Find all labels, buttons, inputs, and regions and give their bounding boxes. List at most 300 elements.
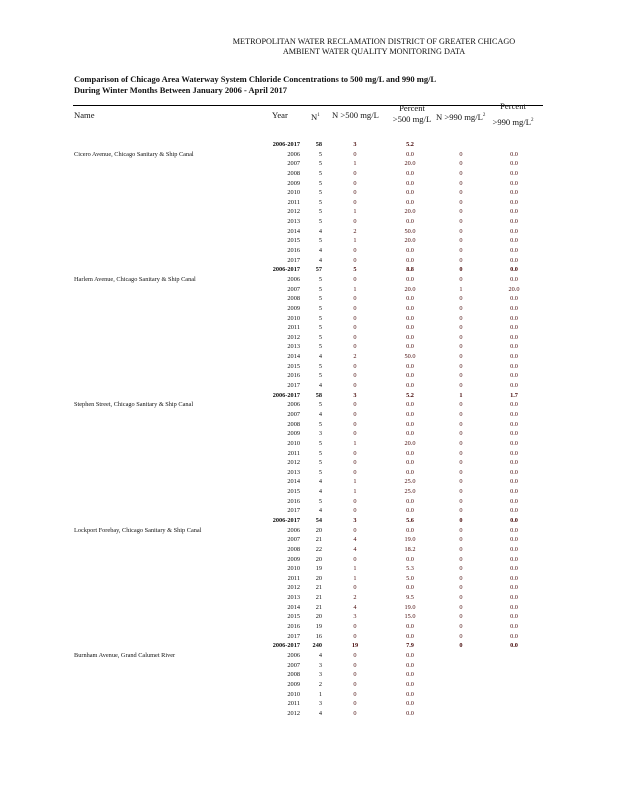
n500-cell: 0 <box>353 218 357 226</box>
pct500-cell: 50.0 <box>404 353 416 361</box>
n500-cell: 3 <box>353 141 357 148</box>
year-cell: 2008 <box>287 420 300 428</box>
site-name: Cicero Avenue, Chicago Sanitary & Ship Canal <box>74 150 194 158</box>
org-line-2: AMBIENT WATER QUALITY MONITORING DATA <box>282 47 466 56</box>
pct500-cell: 0.0 <box>406 324 414 332</box>
n500-cell: 0 <box>353 256 357 264</box>
year-cell: 2011 <box>287 198 300 206</box>
pct500-cell: 20.0 <box>404 160 416 168</box>
n-cell: 5 <box>318 304 322 312</box>
n990-cell: 0 <box>459 459 463 467</box>
n500-cell: 0 <box>353 709 357 717</box>
table-row <box>0 670 618 680</box>
pct500-cell: 0.0 <box>406 623 414 631</box>
n-cell: 21 <box>315 594 322 602</box>
pct990-cell: 0.0 <box>510 333 518 341</box>
table-row <box>0 564 618 574</box>
n-cell: 5 <box>318 169 322 177</box>
pct990-cell: 0.0 <box>510 247 518 255</box>
table-row <box>0 352 618 362</box>
year-cell: 2017 <box>287 382 300 390</box>
n-cell: 5 <box>318 237 322 245</box>
n-cell: 58 <box>315 391 322 399</box>
pct990-cell: 0.0 <box>510 459 518 467</box>
year-cell: 2009 <box>287 304 300 312</box>
n500-cell: 0 <box>353 459 357 467</box>
n-cell: 5 <box>318 189 322 197</box>
table-row <box>0 323 618 333</box>
table-row <box>0 487 618 497</box>
n500-cell: 0 <box>353 401 357 409</box>
n990-footnote: 2 <box>482 113 486 118</box>
n-cell: 3 <box>318 671 322 679</box>
pct990-cell: 0.0 <box>510 343 518 351</box>
year-cell: 2010 <box>287 439 300 447</box>
n-cell: 57 <box>315 266 322 274</box>
year-cell: 2006 <box>287 651 300 659</box>
year-cell: 2011 <box>287 700 300 708</box>
n990-cell: 0 <box>459 179 463 187</box>
data-table <box>0 140 618 718</box>
pct500-cell: 0.0 <box>406 295 414 303</box>
col-header-name: Name <box>74 110 95 120</box>
pct990-cell: 0.0 <box>510 420 518 428</box>
pct990-cell: 0.0 <box>510 256 518 264</box>
n990-cell: 0 <box>459 430 463 438</box>
n-cell: 4 <box>318 382 322 390</box>
table-row <box>0 207 618 217</box>
n500-cell: 1 <box>353 478 357 486</box>
table-row <box>0 304 618 314</box>
pct500-cell: 15.0 <box>404 613 416 621</box>
year-cell: 2013 <box>287 594 300 602</box>
pct990-cell: 0.0 <box>510 565 518 573</box>
site-name: Burnham Avenue, Grand Calumet River <box>74 651 176 659</box>
n500-cell: 5 <box>353 266 357 274</box>
pct990-cell: 0.0 <box>510 526 518 534</box>
n-cell: 5 <box>318 295 322 303</box>
table-row <box>0 690 618 700</box>
pct990-cell: 0.0 <box>510 488 518 496</box>
pct990-cell: 0.0 <box>510 198 518 206</box>
n500-cell: 0 <box>353 304 357 312</box>
n990-cell: 0 <box>459 198 463 206</box>
n-cell: 4 <box>318 353 322 361</box>
n-cell: 5 <box>318 198 322 206</box>
pct990-cell: 0.0 <box>510 275 518 283</box>
pct500-cell: 25.0 <box>404 478 416 486</box>
n990-cell: 0 <box>459 420 463 428</box>
n500-cell: 1 <box>353 574 357 582</box>
n-cell: 5 <box>318 449 322 457</box>
pct990-cell: 0.0 <box>510 478 518 486</box>
pct500-cell: 0.0 <box>406 179 414 187</box>
pct990-cell: 0.0 <box>510 179 518 187</box>
n-cell: 22 <box>315 545 322 553</box>
table-row <box>0 314 618 324</box>
year-cell: 2010 <box>287 690 300 698</box>
n990-cell: 0 <box>459 497 463 505</box>
pct500-cell: 0.0 <box>406 169 414 177</box>
pct990-cell: 0.0 <box>510 227 518 235</box>
n500-cell: 0 <box>353 343 357 351</box>
n990-cell: 0 <box>459 169 463 177</box>
pct990-cell: 0.0 <box>510 304 518 312</box>
n500-cell: 0 <box>353 623 357 631</box>
table-row <box>0 362 618 372</box>
pct990-cell: 0.0 <box>510 362 518 370</box>
n-cell: 5 <box>318 420 322 428</box>
n990-cell: 0 <box>459 516 463 524</box>
n-cell: 58 <box>315 141 322 148</box>
table-row <box>0 680 618 690</box>
n990-cell: 0 <box>459 565 463 573</box>
n-cell: 4 <box>318 651 322 659</box>
n500-cell: 0 <box>353 247 357 255</box>
n500-cell: 0 <box>353 632 357 640</box>
table-row <box>0 651 618 661</box>
year-cell: 2014 <box>287 353 300 361</box>
n500-cell: 0 <box>353 584 357 592</box>
year-cell: 2012 <box>287 459 300 467</box>
pct990-footnote: 2 <box>531 118 534 123</box>
table-row <box>0 593 618 603</box>
pct990-cell: 0.0 <box>510 516 518 524</box>
n990-cell: 0 <box>459 343 463 351</box>
n990-cell: 0 <box>459 333 463 341</box>
n990-cell: 0 <box>459 401 463 409</box>
year-cell: 2010 <box>287 189 300 197</box>
n990-cell: 0 <box>459 642 463 650</box>
n990-cell: 0 <box>459 275 463 283</box>
table-row <box>0 400 618 410</box>
pct500-cell: 20.0 <box>404 439 416 447</box>
year-cell: 2006 <box>287 150 300 158</box>
year-cell: 2017 <box>287 632 300 640</box>
pct990-cell: 0.0 <box>510 401 518 409</box>
year-cell: 2008 <box>287 169 300 177</box>
pct990-cell: 0.0 <box>510 449 518 457</box>
n-footnote: 1 <box>317 113 320 118</box>
year-cell: 2011 <box>287 449 300 457</box>
pct990-cell: 0.0 <box>510 497 518 505</box>
n500-cell: 1 <box>353 160 357 168</box>
summary-row <box>0 516 618 526</box>
site-name: Harlem Avenue, Chicago Sanitary & Ship Canal <box>74 275 196 283</box>
year-cell: 2015 <box>287 362 300 370</box>
n990-cell: 0 <box>459 208 463 216</box>
pct500-cell: 0.0 <box>406 700 414 708</box>
n-cell: 5 <box>318 275 322 283</box>
n500-cell: 0 <box>353 497 357 505</box>
n-cell: 5 <box>318 333 322 341</box>
pct990-cell: 0.0 <box>510 439 518 447</box>
n990-cell: 0 <box>459 545 463 553</box>
summary-row <box>0 140 618 150</box>
pct990-cell: 0.0 <box>510 150 518 158</box>
n500-cell: 19 <box>351 642 359 650</box>
pct500-cell: 0.0 <box>406 189 414 197</box>
n-cell: 54 <box>315 516 322 524</box>
n-cell: 20 <box>315 555 322 563</box>
n500-cell: 2 <box>353 227 357 235</box>
table-row <box>0 371 618 381</box>
pct990-cell: 0.0 <box>510 353 518 361</box>
pct500-cell: 50.0 <box>404 227 416 235</box>
pct500-cell: 0.0 <box>406 526 414 534</box>
n500-cell: 1 <box>353 237 357 245</box>
pct500-cell: 0.0 <box>406 555 414 563</box>
n990-cell: 0 <box>459 488 463 496</box>
n-cell: 5 <box>318 372 322 380</box>
n500-cell: 0 <box>353 690 357 698</box>
table-row <box>0 709 618 719</box>
table-row <box>0 468 618 478</box>
year-cell: 2007 <box>287 661 300 669</box>
table-row <box>0 583 618 593</box>
site-name: Lockport Forebay, Chicago Sanitary & Ship Canal <box>74 526 202 534</box>
title-line-2: During Winter Months Between January 2006 - April 2017 <box>74 84 287 95</box>
n990-cell: 0 <box>459 584 463 592</box>
n500-cell: 0 <box>353 382 357 390</box>
title-line-1: Comparison of Chicago Area Waterway System Chloride Concentrations to 500 mg/L and 990 mg/L <box>74 74 437 84</box>
table-row <box>0 381 618 391</box>
n-cell: 5 <box>318 497 322 505</box>
pct500-cell: 0.0 <box>406 507 414 515</box>
summary-row <box>0 641 618 651</box>
n-cell: 5 <box>318 160 322 168</box>
pct990-cell: 0.0 <box>510 594 518 602</box>
table-row <box>0 574 618 584</box>
n500-cell: 0 <box>353 189 357 197</box>
n-cell: 5 <box>318 468 322 476</box>
n990-cell: 0 <box>459 247 463 255</box>
n500-cell: 0 <box>353 680 357 688</box>
site-name: Stephen Street, Chicago Sanitary & Ship Canal <box>74 401 194 409</box>
n990-cell: 0 <box>459 603 463 611</box>
table-row <box>0 294 618 304</box>
n500-cell: 0 <box>353 651 357 659</box>
n990-label: N >990 mg/L <box>436 111 483 122</box>
pct500-cell: 5.2 <box>406 141 414 148</box>
pct990-cell: 0.0 <box>510 507 518 515</box>
n500-cell: 0 <box>353 295 357 303</box>
n990-cell: 0 <box>459 266 463 274</box>
pct500-cell: 20.0 <box>404 237 416 245</box>
n500-cell: 1 <box>353 488 357 496</box>
n990-cell: 0 <box>459 304 463 312</box>
n-cell: 3 <box>318 700 322 708</box>
pct990-cell: 0.0 <box>510 603 518 611</box>
organization-header <box>0 37 618 57</box>
n500-cell: 0 <box>353 661 357 669</box>
pct990-cell: 0.0 <box>510 169 518 177</box>
pct500-cell: 5.0 <box>406 574 414 582</box>
n500-cell: 0 <box>353 555 357 563</box>
summary-row <box>0 265 618 275</box>
pct990-cell: 0.0 <box>510 160 518 168</box>
n500-cell: 1 <box>353 285 357 293</box>
n-cell: 5 <box>318 343 322 351</box>
pct500-top: Percent <box>399 103 425 113</box>
n990-cell: 0 <box>459 314 463 322</box>
pct500-cell: 19.0 <box>404 603 416 611</box>
table-row <box>0 477 618 487</box>
n990-cell: 0 <box>459 295 463 303</box>
table-row <box>0 198 618 208</box>
n-cell: 5 <box>318 401 322 409</box>
pct500-cell: 25.0 <box>404 488 416 496</box>
table-row <box>0 217 618 227</box>
pct500-cell: 19.0 <box>404 536 416 544</box>
pct500-cell: 0.0 <box>406 497 414 505</box>
table-row <box>0 555 618 565</box>
pct500-cell: 20.0 <box>404 285 416 293</box>
n990-cell: 0 <box>459 449 463 457</box>
table-row <box>0 188 618 198</box>
year-cell: 2017 <box>287 256 300 264</box>
year-cell: 2009 <box>287 680 300 688</box>
table-row <box>0 632 618 642</box>
n-cell: 21 <box>315 536 322 544</box>
n990-cell: 0 <box>459 468 463 476</box>
n-cell: 5 <box>318 362 322 370</box>
year-cell: 2010 <box>287 314 300 322</box>
n990-cell: 0 <box>459 324 463 332</box>
n-cell: 240 <box>312 642 322 650</box>
n500-cell: 4 <box>353 603 357 611</box>
report-title <box>74 74 436 95</box>
n500-cell: 0 <box>353 671 357 679</box>
pct500-cell: 0.0 <box>406 247 414 255</box>
table-row <box>0 179 618 189</box>
year-cell: 2013 <box>287 468 300 476</box>
year-cell: 2007 <box>287 285 300 293</box>
pct990-cell: 0.0 <box>510 623 518 631</box>
pct990-cell: 0.0 <box>510 237 518 245</box>
pct990-cell: 0.0 <box>510 574 518 582</box>
year-cell: 2016 <box>287 247 300 255</box>
pct500-cell: 0.0 <box>406 632 414 640</box>
pct500-cell: 0.0 <box>406 275 414 283</box>
table-row <box>0 227 618 237</box>
n990-cell: 0 <box>459 632 463 640</box>
n500-cell: 2 <box>353 353 357 361</box>
pct500-cell: 0.0 <box>406 362 414 370</box>
n500-cell: 0 <box>353 169 357 177</box>
table-row <box>0 246 618 256</box>
n500-cell: 1 <box>353 208 357 216</box>
n990-cell: 0 <box>459 382 463 390</box>
pct990-cell: 0.0 <box>510 218 518 226</box>
pct990-cell: 0.0 <box>510 314 518 322</box>
n500-cell: 0 <box>353 420 357 428</box>
n990-cell: 0 <box>459 507 463 515</box>
n-cell: 5 <box>318 285 322 293</box>
pct990-cell: 0.0 <box>510 642 518 650</box>
table-row <box>0 159 618 169</box>
year-cell: 2017 <box>287 507 300 515</box>
table-row <box>0 458 618 468</box>
n990-cell: 0 <box>459 555 463 563</box>
pct500-cell: 0.0 <box>406 372 414 380</box>
pct500-cell: 0.0 <box>406 382 414 390</box>
pct990-cell: 0.0 <box>510 324 518 332</box>
pct500-cell: 9.5 <box>406 594 414 602</box>
n-cell: 4 <box>318 256 322 264</box>
pct500-cell: 0.0 <box>406 459 414 467</box>
n500-cell: 0 <box>353 324 357 332</box>
n500-cell: 0 <box>353 150 357 158</box>
table-row <box>0 333 618 343</box>
n990-cell: 0 <box>459 256 463 264</box>
n-cell: 20 <box>315 526 322 534</box>
year-cell: 2015 <box>287 613 300 621</box>
pct990-cell: 0.0 <box>510 613 518 621</box>
table-row <box>0 612 618 622</box>
n990-cell: 0 <box>459 237 463 245</box>
n500-cell: 0 <box>353 179 357 187</box>
n990-cell: 0 <box>459 353 463 361</box>
year-cell: 2014 <box>287 227 300 235</box>
n500-cell: 0 <box>353 362 357 370</box>
table-row <box>0 150 618 160</box>
year-cell: 2006-2017 <box>272 141 300 148</box>
year-cell: 2008 <box>287 545 300 553</box>
n-cell: 2 <box>318 680 322 688</box>
table-row <box>0 429 618 439</box>
pct500-cell: 5.6 <box>406 516 414 524</box>
col-header-n <box>311 110 320 123</box>
col-header-n500: N >500 mg/L <box>332 110 379 120</box>
n990-cell: 0 <box>459 362 463 370</box>
year-cell: 2011 <box>287 324 300 332</box>
n-cell: 4 <box>318 227 322 235</box>
pct500-cell: 0.0 <box>406 256 414 264</box>
year-cell: 2012 <box>287 584 300 592</box>
pct500-cell: 0.0 <box>406 709 414 717</box>
n500-cell: 0 <box>353 410 357 418</box>
pct990-cell: 0.0 <box>510 430 518 438</box>
pct500-bottom: >500 mg/L <box>392 114 432 124</box>
pct500-cell: 0.0 <box>406 680 414 688</box>
table-row <box>0 275 618 285</box>
n500-cell: 3 <box>353 613 357 621</box>
table-row <box>0 506 618 516</box>
pct500-cell: 7.9 <box>406 642 414 650</box>
pct500-cell: 0.0 <box>406 420 414 428</box>
table-row <box>0 545 618 555</box>
pct990-cell: 0.0 <box>510 468 518 476</box>
n990-cell: 0 <box>459 594 463 602</box>
n500-cell: 0 <box>353 372 357 380</box>
pct500-cell: 0.0 <box>406 218 414 226</box>
table-row <box>0 342 618 352</box>
year-cell: 2009 <box>287 179 300 187</box>
year-cell: 2016 <box>287 623 300 631</box>
n-cell: 4 <box>318 507 322 515</box>
year-cell: 2008 <box>287 671 300 679</box>
pct990-cell: 1.7 <box>510 391 518 399</box>
pct990-cell: 0.0 <box>510 584 518 592</box>
year-cell: 2007 <box>287 410 300 418</box>
table-row <box>0 449 618 459</box>
year-cell: 2006-2017 <box>272 642 300 650</box>
pct500-cell: 0.0 <box>406 304 414 312</box>
year-cell: 2013 <box>287 218 300 226</box>
pct990-cell: 0.0 <box>510 555 518 563</box>
pct500-cell: 0.0 <box>406 651 414 659</box>
